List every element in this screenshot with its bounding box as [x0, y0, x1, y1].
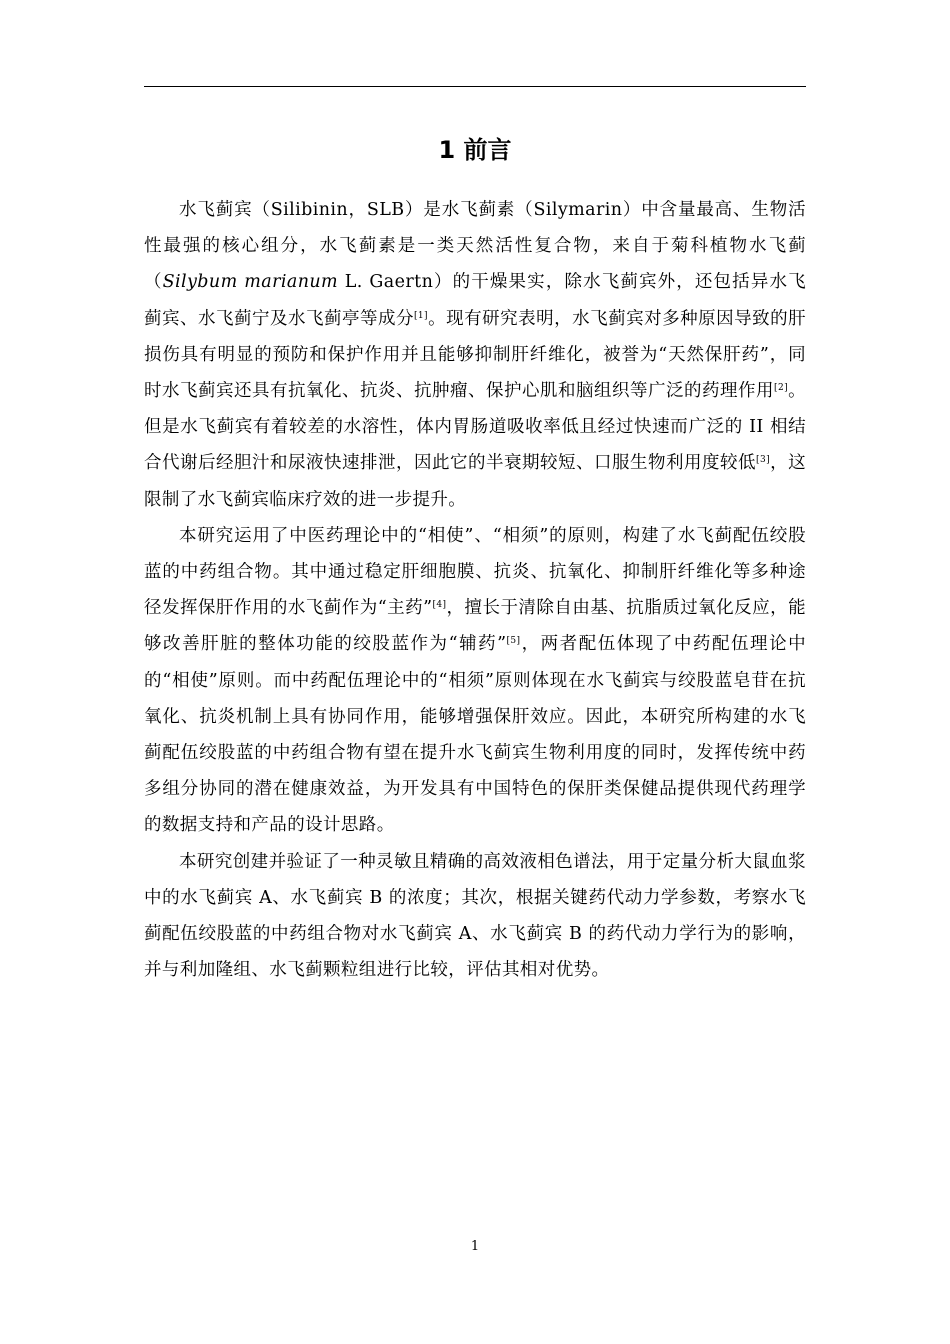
- paragraph-1: [144, 192, 806, 518]
- body-text: [144, 192, 806, 988]
- paragraph-text: ，擅长于清除自由基、抗脂质过氧化反应，能够改善肝脏的整体功能的绞股蓝作为“辅药”: [144, 598, 807, 655]
- paragraph-text: 本研究创建并验证了一种灵敏且精确的高效液相色谱法，用于定量分析大鼠血浆中的水飞蓟宾 A、水飞蓟宾 B 的浓度；其次，根据关键药代动力学参数，考察水飞蓟配伍绞股蓝的中药组合物对水飞蓟宾 A、水飞蓟宾 B 的药代动力学行为的影响，并与利加隆组、水飞蓟颗粒组进行比较，评估其相对优势。: [144, 851, 806, 981]
- paragraph-2: [144, 518, 806, 844]
- paragraph-text: 水飞蓟宾（Silibinin，SLB）是水飞蓟素（Silymarin）中含量最高、生物活性最强的核心组分，水飞蓟素是一类天然活性复合物，来自于菊科植物水飞蓟（: [144, 200, 806, 293]
- section-title: 1 前言: [438, 136, 512, 164]
- species-name: Silybum marianum: [162, 272, 339, 293]
- citation-ref: [1]: [414, 310, 428, 321]
- citation-ref: [4]: [432, 600, 447, 611]
- citation-ref: [2]: [774, 383, 788, 394]
- page-number: 1: [470, 1239, 480, 1254]
- paragraph-text: ，两者配伍体现了中药配伍理论中的“相使”原则。而中药配伍理论中的“相须”原则体现在水飞蓟宾与绞股蓝皂苷在抗氧化、抗炎机制上具有协同作用，能够增强保肝效应。因此，本研究所构建的水飞蓟配伍绞股蓝的中药组合物有望在提升水飞蓟宾生物利用度的同时，发挥传统中药多组分协同的潜在健康效益，为开发具有中国特色的保肝类保健品提供现代药理学的数据支持和产品的设计思路。: [144, 634, 806, 836]
- header-rule: [144, 86, 806, 87]
- paragraph-text: 。现有研究表明，水飞蓟宾对多种原因导致的肝损伤具有明显的预防和保护作用并且能够抑制肝纤维化，被誉为“天然保肝药”，同时水飞蓟宾还具有抗氧化、抗炎、抗肿瘤、保护心肌和脑组织等广泛的药理作用: [144, 308, 806, 402]
- paragraph-text: ，这限制了水飞蓟宾临床疗效的进一步提升。: [144, 453, 806, 510]
- paragraph-text: 。但是水飞蓟宾有着较差的水溶性，体内胃肠道吸收率低且经过快速而广泛的 II 相结合代谢后经胆汁和尿液快速排泄，因此它的半衰期较短、口服生物利用度较低: [144, 381, 807, 474]
- paragraph-3: [144, 844, 806, 989]
- citation-ref: [5]: [506, 636, 521, 647]
- citation-ref: [3]: [756, 455, 770, 466]
- paragraph-text: L. Gaertn）的干燥果实，除水飞蓟宾外，还包括异水飞蓟宾、水飞蓟宁及水飞蓟亭等成分: [144, 272, 806, 329]
- paragraph-text: 本研究运用了中医药理论中的“相使”、“相须”的原则，构建了水飞蓟配伍绞股蓝的中药组合物。其中通过稳定肝细胞膜、抗炎、抗氧化、抑制肝纤维化等多种途径发挥保肝作用的水飞蓟作为“主药”: [144, 525, 806, 619]
